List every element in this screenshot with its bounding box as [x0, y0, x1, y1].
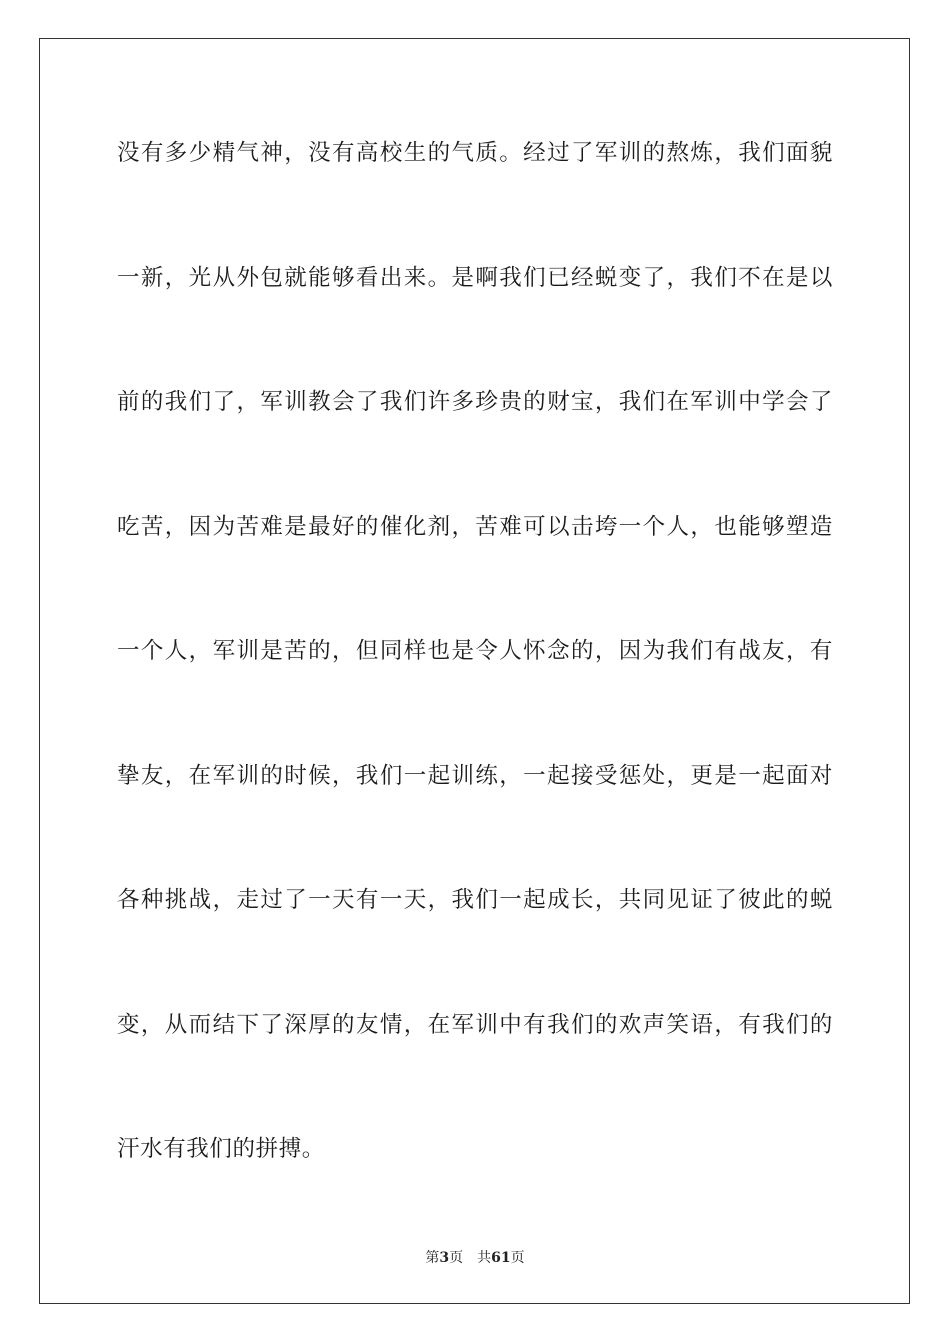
text-line: 没有多少精气神，没有高校生的气质。经过了军训的熬炼，我们面貌 — [117, 140, 833, 166]
text-line: 吃苦，因为苦难是最好的催化剂，苦难可以击垮一个人，也能够塑造 — [117, 513, 833, 540]
text-line: 一新，光从外包就能够看出来。是啊我们已经蜕变了，我们不在是以 — [117, 264, 833, 291]
text-line: 一个人，军训是苦的，但同样也是令人怀念的，因为我们有战友，有 — [117, 638, 833, 664]
text-line: 各种挑战，走过了一天有一天，我们一起成长，共同见证了彼此的蜕 — [117, 887, 833, 913]
total-label-suffix: 页 — [510, 1250, 525, 1266]
page-label-prefix: 第 — [425, 1250, 440, 1266]
total-pages: 61 — [491, 1250, 511, 1266]
text-line: 汗水有我们的拼搏。 — [117, 1136, 325, 1162]
page-number: 3 — [439, 1250, 450, 1266]
page-label-suffix: 页 — [449, 1250, 464, 1266]
total-label-prefix: 共 — [477, 1250, 492, 1266]
text-line: 挚友，在军训的时候，我们一起训练，一起接受惩处，更是一起面对 — [117, 762, 833, 789]
page-footer — [0, 1248, 950, 1268]
text-line: 前的我们了，军训教会了我们许多珍贵的财宝，我们在军训中学会了 — [117, 389, 833, 415]
document-body — [117, 126, 833, 1247]
text-line: 变，从而结下了深厚的友情，在军训中有我们的欢声笑语，有我们的 — [117, 1011, 833, 1038]
